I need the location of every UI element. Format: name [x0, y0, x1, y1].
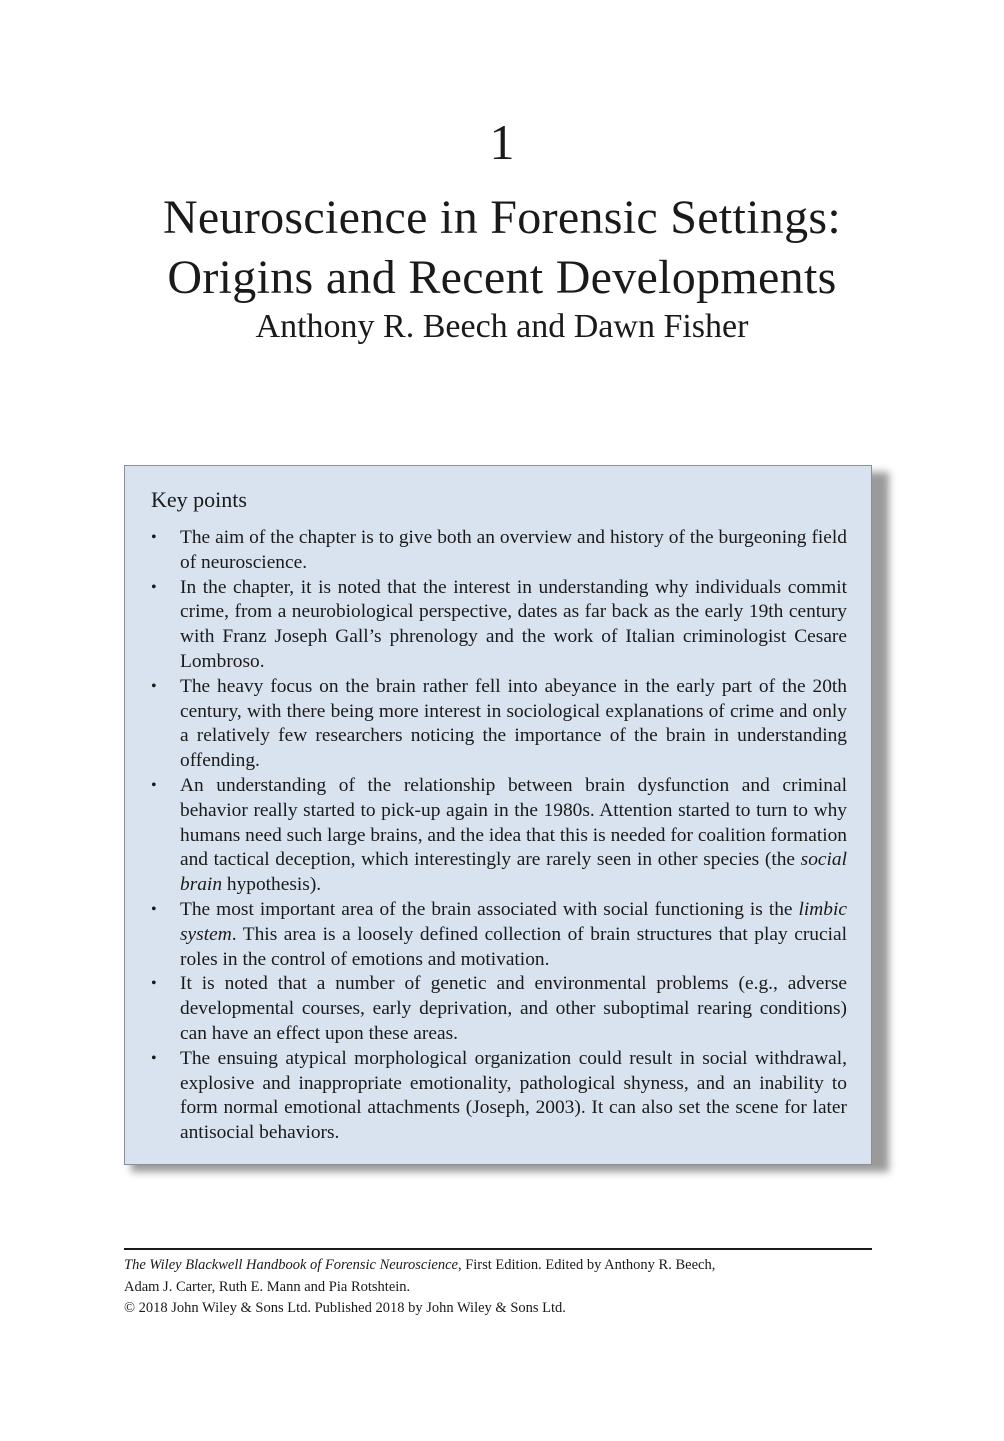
key-points-box: [124, 465, 872, 1165]
bullet-icon: •: [151, 677, 157, 695]
key-point-text: The ensuing atypical morphological organization could result in social withdrawal, explosive and inappropriate emotionality, pathological shyness, and an inability to form normal emotional attachments (Joseph, 2003). It can also set the scene for later antisocial behaviors.: [180, 1047, 847, 1144]
key-point-emphasis: social brain: [180, 849, 847, 896]
book-title: The Wiley Blackwell Handbook of Forensic Neuroscience: [124, 1257, 458, 1273]
key-point-item: [151, 1047, 847, 1146]
key-point-text: The aim of the chapter is to give both an overview and history of the burgeoning field of neuroscience.: [180, 527, 847, 573]
chapter-authors: Anthony R. Beech and Dawn Fisher: [255, 308, 749, 345]
key-point-text: The heavy focus on the brain rather fell into abeyance in the early part of the 20th century, with there being more interest in sociological explanations of crime and only a relatively few researchers noticing the importance of the brain in understanding offending.: [180, 675, 847, 772]
chapter-number: 1: [489, 114, 515, 170]
key-point-text: . This area is a loosely defined collection of brain structures that play crucial roles in the control of emotions and motivation.: [180, 923, 847, 970]
bullet-icon: •: [151, 975, 157, 993]
key-points-list: [151, 526, 847, 1146]
key-points-heading: Key points: [151, 487, 247, 512]
key-point-text: It is noted that a number of genetic and environmental problems (e.g., adverse developmental courses, early deprivation, and other suboptimal rearing conditions) can have an effect upon these areas.: [180, 973, 847, 1044]
bullet-icon: •: [151, 529, 157, 546]
bullet-icon: •: [151, 578, 157, 596]
key-point-text: An understanding of the relationship between brain dysfunction and criminal behavior really started to pick-up again in the 1980s. Attention started to turn to why humans need such large brains, and the idea that this is needed for coalition formation and tactical deception, which interestingly are rarely seen in other species (the: [180, 774, 847, 871]
key-point-text: In the chapter, it is noted that the interest in understanding why individuals commit crime, from a neurobiological perspective, dates as far back as the early 19th century with Franz Joseph Gall’s phrenology and the work of Italian criminologist Cesare Lombroso.: [180, 576, 847, 672]
bullet-icon: •: [151, 776, 157, 794]
chapter-title: [0, 188, 1004, 308]
footer-line-3: © 2018 John Wiley & Sons Ltd. Published 2018 by John Wiley & Sons Ltd.: [124, 1300, 566, 1316]
footer-line-1-rest: , First Edition. Edited by Anthony R. Beech,: [457, 1257, 716, 1273]
key-point-emphasis: limbic system: [180, 898, 847, 945]
key-point-item: [151, 675, 847, 774]
key-point-item: [151, 576, 847, 675]
footer-line-1: [124, 1255, 872, 1277]
footer-line-2: Adam J. Carter, Ruth E. Mann and Pia Rotshtein.: [124, 1278, 411, 1295]
chapter-title-line-1: Neuroscience in Forensic Settings:: [162, 191, 842, 244]
key-point-item: [151, 898, 847, 972]
key-point-item: [151, 526, 847, 576]
bullet-icon: •: [151, 1049, 157, 1067]
key-point-item: [151, 774, 847, 898]
footer-rule: [124, 1248, 872, 1250]
key-point-text: hypothesis).: [222, 874, 322, 896]
key-point-text: The most important area of the brain associated with social functioning is the: [180, 898, 799, 920]
key-point-item: [151, 972, 847, 1046]
chapter-title-line-2: Origins and Recent Developments: [167, 251, 837, 304]
copyright-footer: [124, 1255, 872, 1320]
bullet-icon: •: [151, 900, 157, 918]
